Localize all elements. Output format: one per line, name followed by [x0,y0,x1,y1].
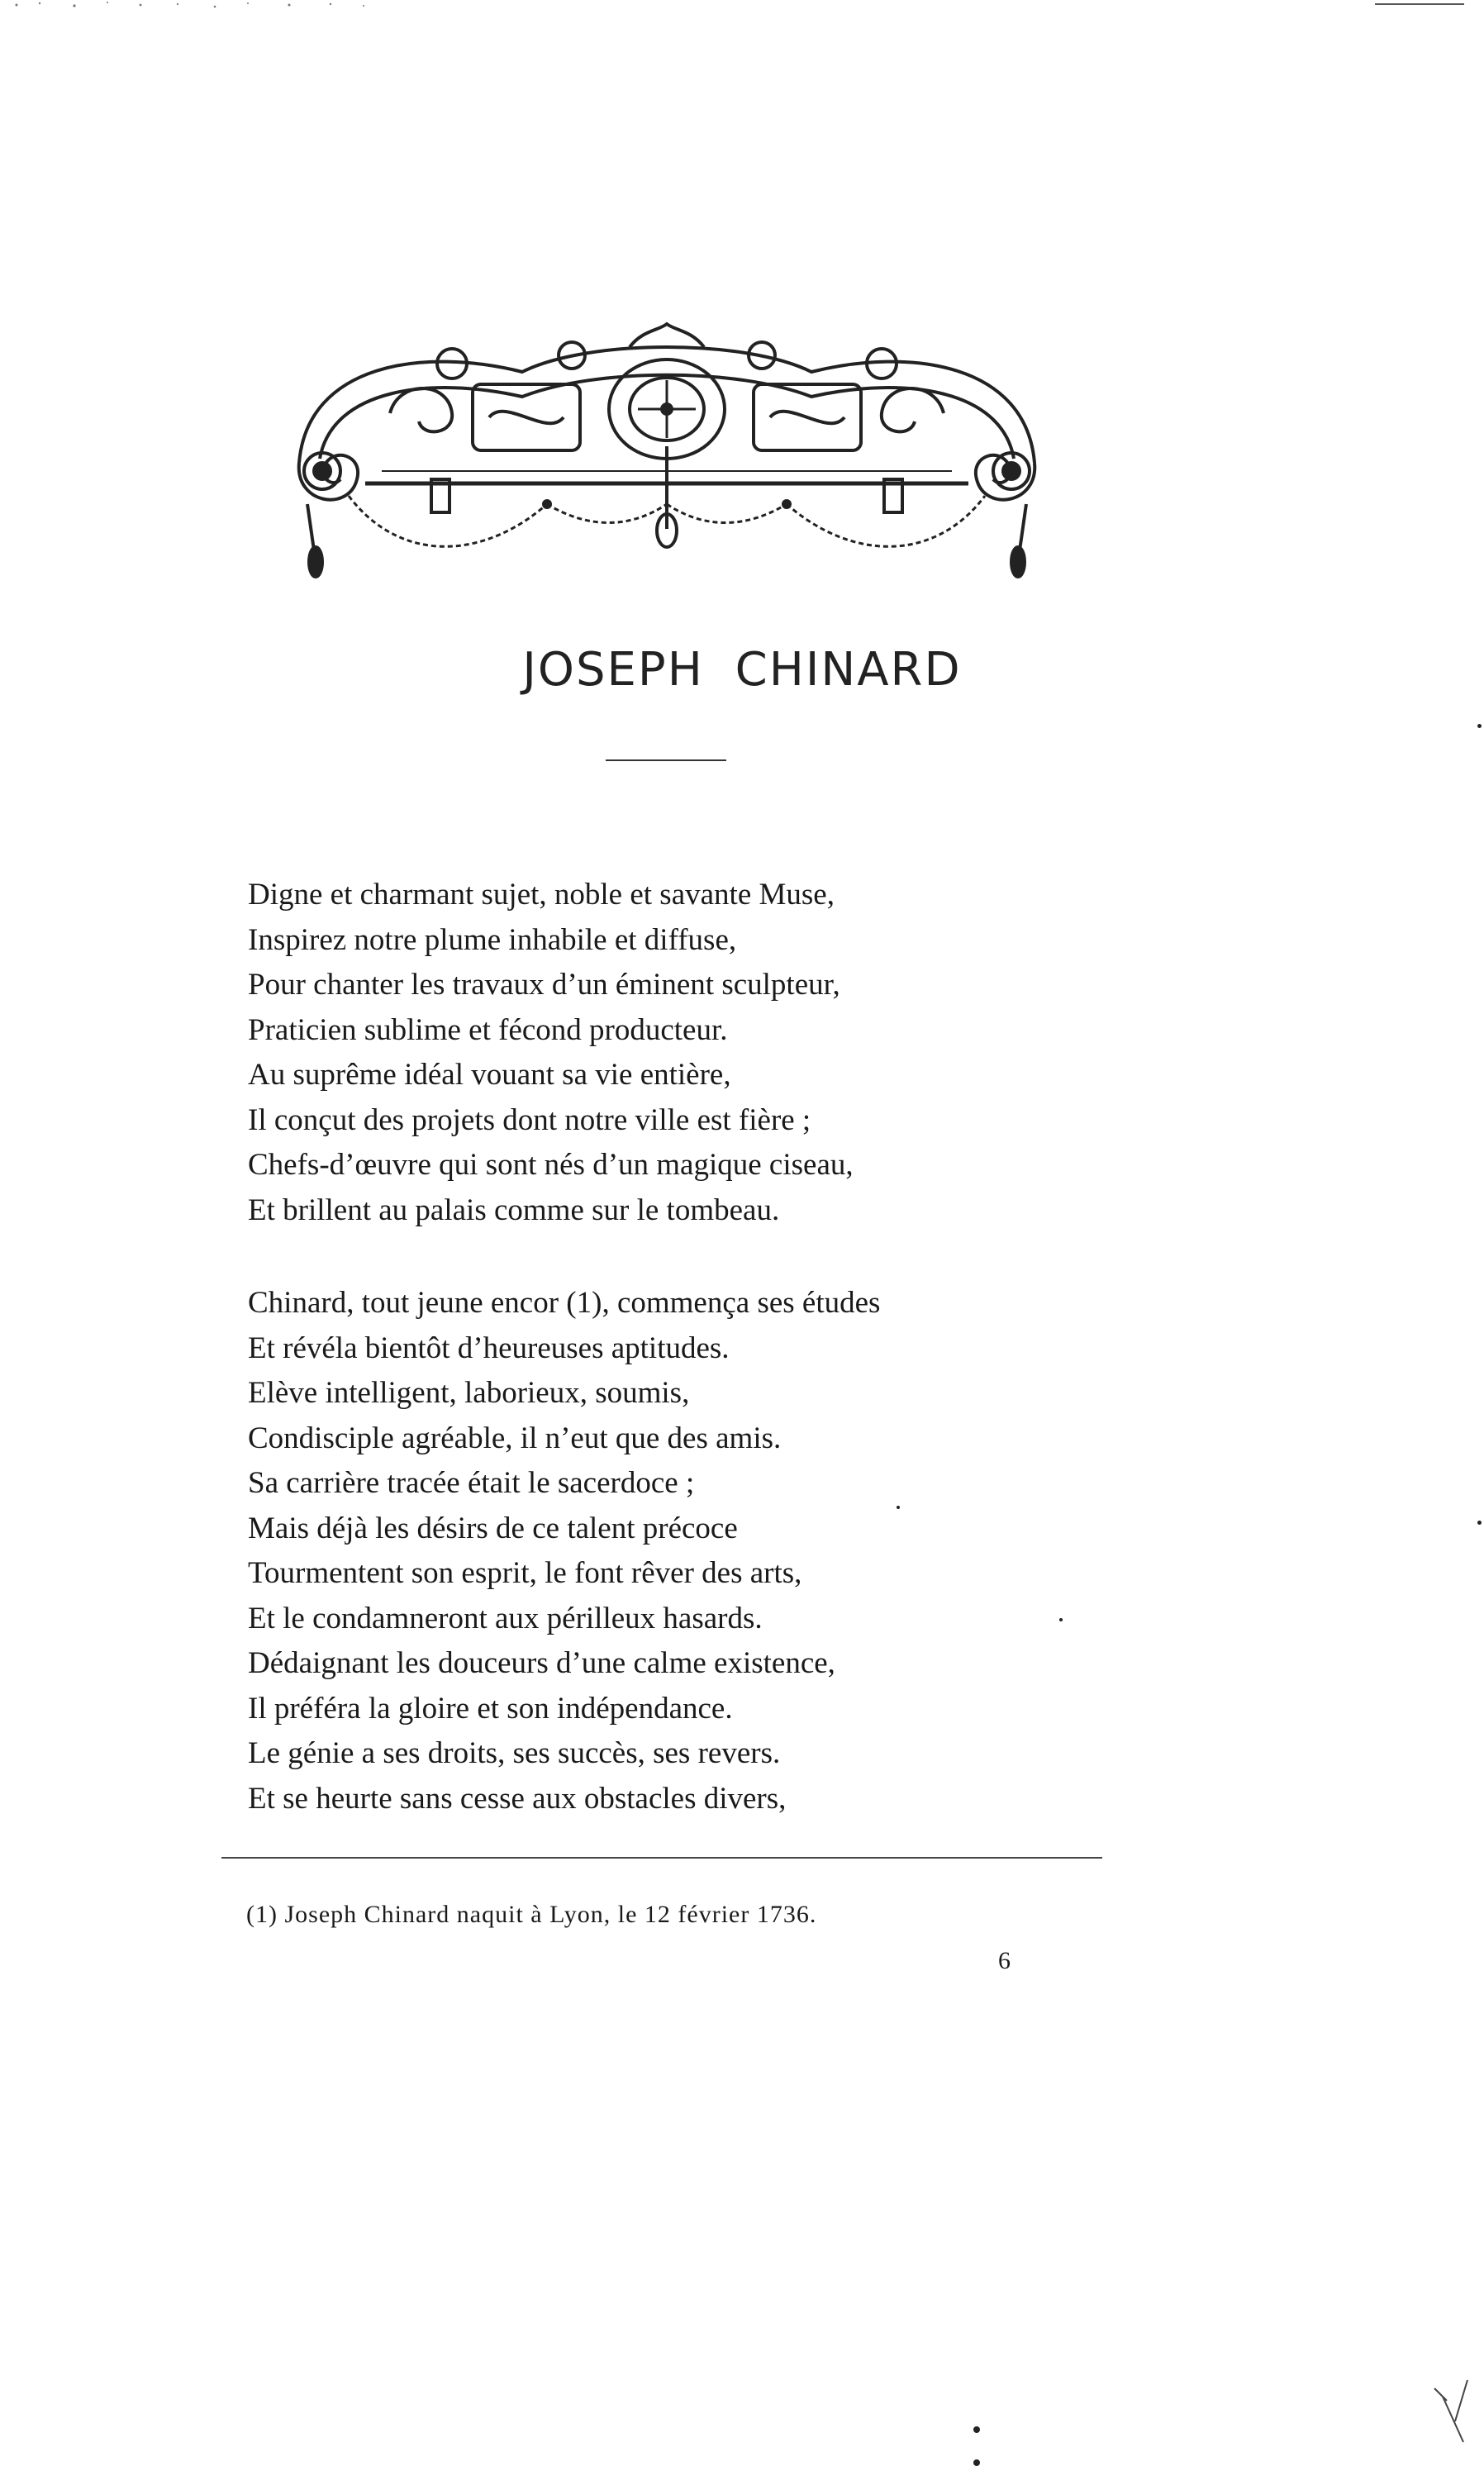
page-title: JOSEPH CHINARD [522,643,962,697]
verse-line: Mais déjà les désirs de ce talent précoce [248,1511,738,1545]
verse-line: Condisciple agréable, il n’eut que des amis. [248,1421,782,1455]
corner-marks [1385,2364,1484,2449]
ink-speck [897,1506,900,1509]
headpiece-ornament [274,314,1059,578]
footnote-rule [221,1857,1102,1859]
page-number: 6 [998,1947,1011,1974]
verse-line: Au suprême idéal vouant sa vie entière, [248,1058,731,1092]
verse-line: Et le condamneront aux périlleux hasards. [248,1601,763,1635]
verse-line: Et se heurte sans cesse aux obstacles divers, [248,1781,787,1816]
verse-line: Il conçut des projets dont notre ville est fière ; [248,1102,811,1137]
verse-line: Tourmentent son esprit, le font rêver des arts, [248,1556,802,1590]
verse-line: Le génie a ses droits, ses succès, ses revers. [248,1736,781,1770]
top-edge-line [1375,3,1464,5]
verse-line: Dédaignant les douceurs d’une calme existence, [248,1646,835,1680]
verse-line: Praticien sublime et fécond producteur. [248,1012,728,1047]
verse-line: Et brillent au palais comme sur le tombeau. [248,1193,780,1227]
title-rule [606,759,726,761]
verse-line: Digne et charmant sujet, noble et savante Muse, [248,878,835,912]
ink-speck [1059,1618,1063,1621]
ink-speck [973,2426,980,2433]
verse-line: Il préféra la gloire et son indépendance. [248,1691,733,1726]
verse-line: Inspirez notre plume inhabile et diffuse, [248,922,737,957]
stanza-2 [248,1281,880,1821]
verse-line: Pour chanter les travaux d’un éminent sculpteur, [248,968,840,1002]
verse-line: Chinard, tout jeune encor (1), commença ses études [248,1286,881,1320]
scan-specks [0,0,397,12]
verse-line: Sa carrière tracée était le sacerdoce ; [248,1466,695,1500]
stanza-1 [248,873,854,1233]
verse-line: Elève intelligent, laborieux, soumis, [248,1376,690,1410]
ink-speck [973,2459,980,2466]
verse-line: Chefs-d’œuvre qui sont nés d’un magique ciseau, [248,1148,854,1182]
ink-speck [1477,724,1482,728]
footnote: (1) Joseph Chinard naquit à Lyon, le 12 février 1736. [246,1901,817,1928]
verse-line: Et révéla bientôt d’heureuses aptitudes. [248,1331,730,1365]
ink-speck [1477,1521,1482,1525]
